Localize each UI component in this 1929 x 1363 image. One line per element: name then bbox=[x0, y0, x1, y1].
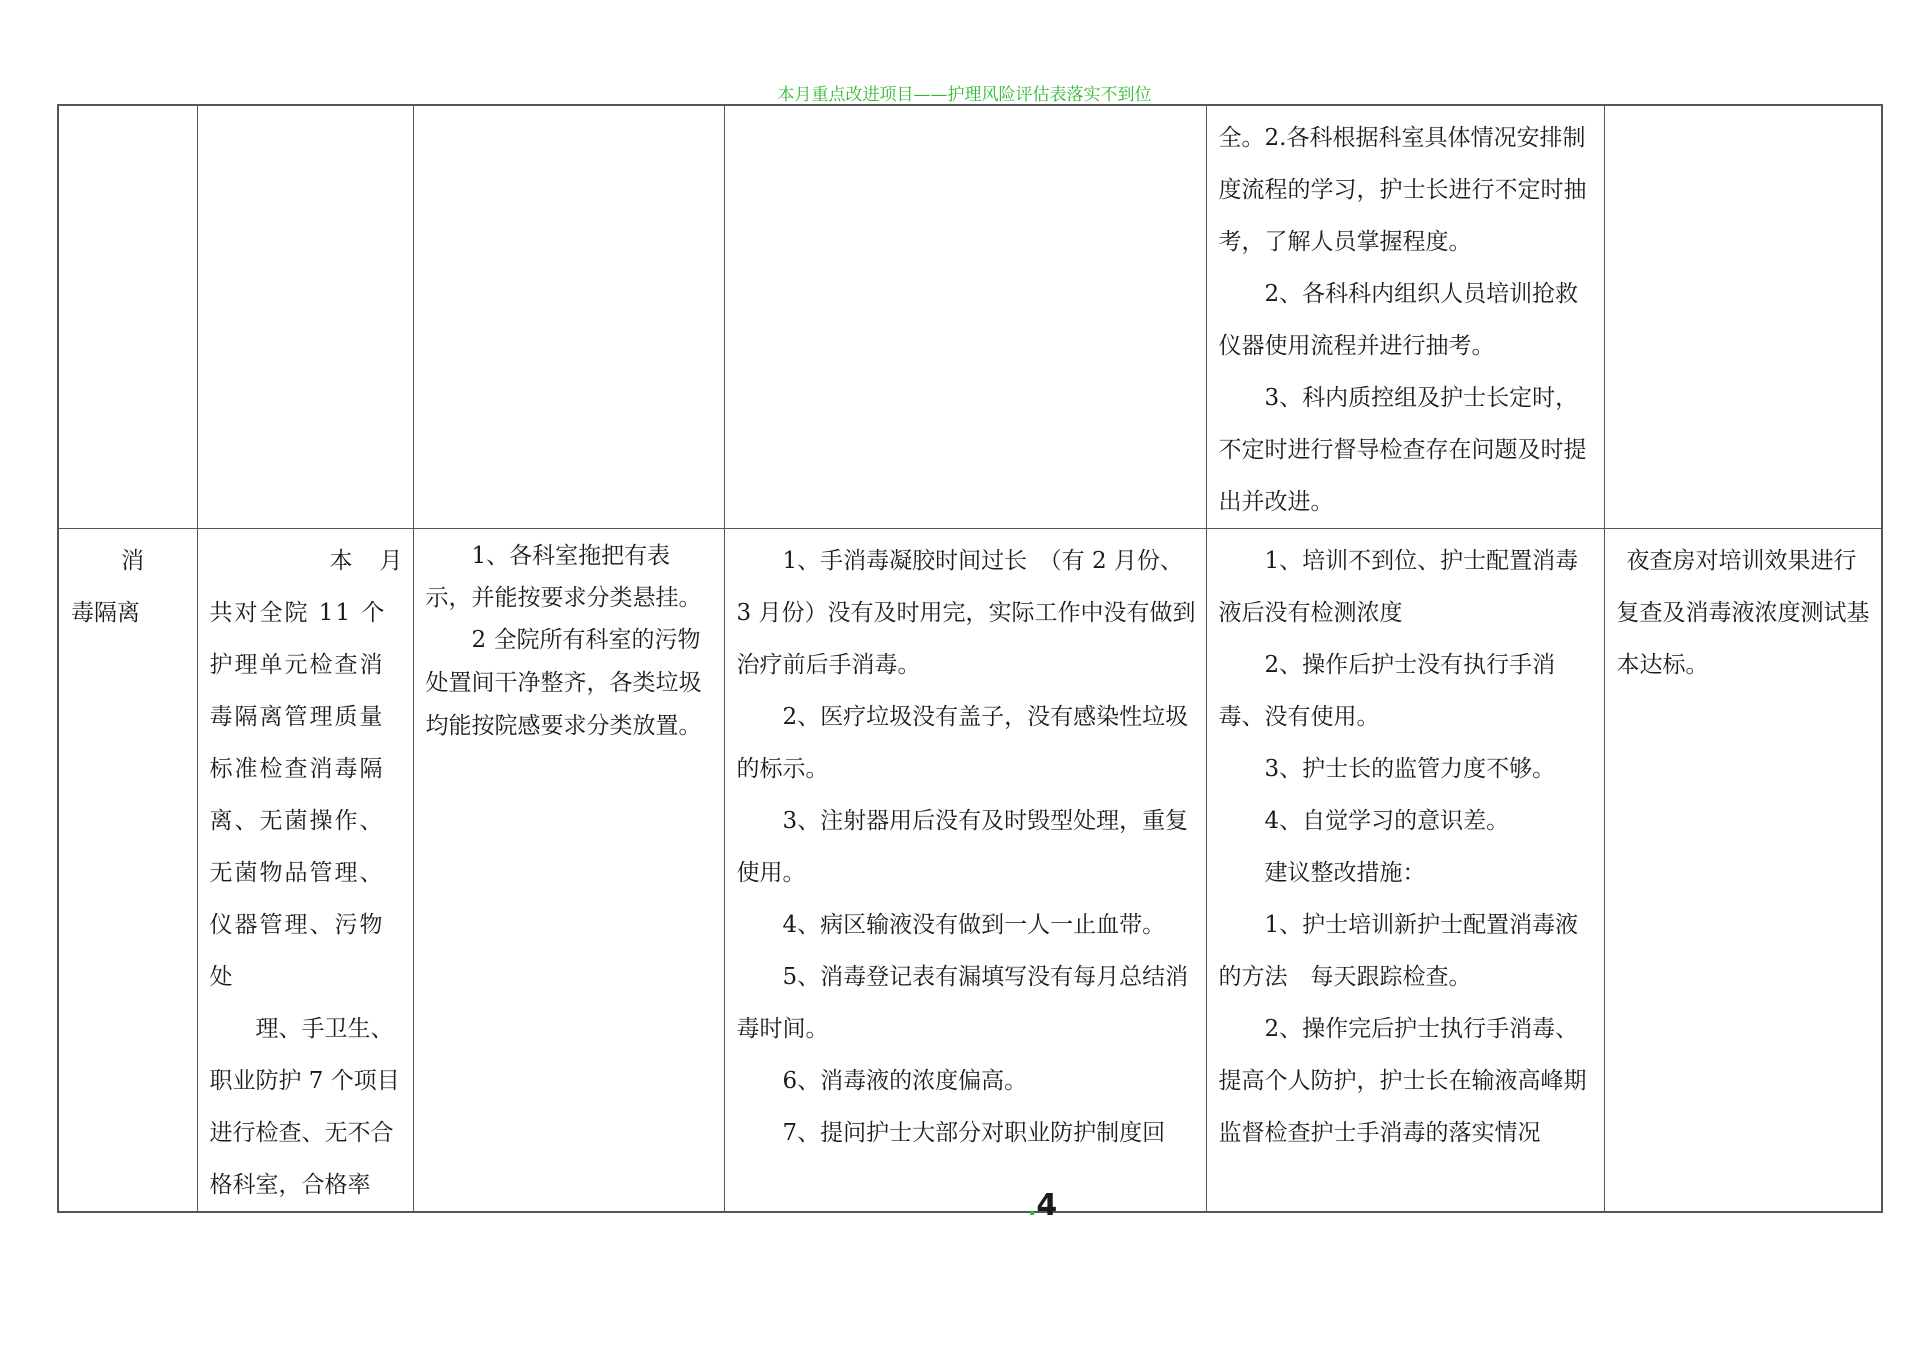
table-cell bbox=[413, 105, 724, 529]
inspection-summary-cell bbox=[197, 529, 413, 1213]
paragraph: 理、手卫生、职业防护 7 个项目进行检查、无不合格科室，合格率 bbox=[209, 1016, 400, 1198]
report-table bbox=[57, 104, 1883, 1213]
paragraph: 2、操作后护士没有执行手消毒、没有使用。 bbox=[1218, 652, 1556, 730]
footer-dot: . bbox=[1028, 1196, 1037, 1221]
category-label: 消 毒隔离 bbox=[71, 548, 167, 626]
table-cell bbox=[1604, 105, 1882, 529]
paragraph: 本 月共对全院 11 个护理单元检查消毒隔离管理质量标准检查消毒隔离、无菌操作、无菌物品管理、仪器管理、污物处 bbox=[209, 548, 405, 990]
paragraph: 3、护士长的监管力度不够。 bbox=[1264, 756, 1556, 782]
table-cell-measures bbox=[1206, 105, 1604, 529]
paragraph: 1、培训不到位、护士配置消毒液后没有检测浓度 bbox=[1218, 548, 1579, 626]
causes-measures-cell bbox=[1206, 529, 1604, 1213]
paragraph: 4、自觉学习的意识差。 bbox=[1264, 808, 1510, 834]
paragraph: 2、操作完后护士执行手消毒、提高个人防护，护士长在输液高峰期监督检查护士手消毒的落实情况 bbox=[1218, 1016, 1587, 1146]
table-row bbox=[58, 529, 1882, 1213]
table-cell bbox=[724, 105, 1206, 529]
paragraph: 2 全院所有科室的污物处置间干净整齐，各类垃圾均能按院感要求分类放置。 bbox=[425, 627, 702, 739]
category-cell bbox=[58, 529, 197, 1213]
paragraph: 1、各科室拖把有表示，并能按要求分类悬挂。 bbox=[425, 543, 702, 611]
paragraph: 建议整改措施： bbox=[1264, 860, 1426, 886]
paragraph: 1、手消毒凝胶时间过长 （有 2 月份、3 月份）没有及时用完，实际工作中没有做到治疗前后手消毒。 bbox=[736, 548, 1196, 678]
paragraph: 3、科内质控组及护士长定时，不定时进行督导检查存在问题及时提出并改进。 bbox=[1218, 385, 1587, 515]
page-number bbox=[1028, 1188, 1057, 1223]
problems-cell bbox=[724, 529, 1206, 1213]
paragraph: 2、医疗垃圾没有盖子，没有感染性垃圾的标示。 bbox=[736, 704, 1189, 782]
table-cell bbox=[197, 105, 413, 529]
paragraph: 1、护士培训新护士配置消毒液的方法 每天跟踪检查。 bbox=[1218, 912, 1579, 990]
paragraph: 夜查房对培训效果进行复查及消毒液浓度测试基本达标。 bbox=[1616, 548, 1870, 678]
paragraph: 7、提问护士大部分对职业防护制度回 bbox=[782, 1120, 1166, 1146]
strengths-cell bbox=[413, 529, 724, 1213]
paragraph: 5、消毒登记表有漏填写没有每月总结消毒时间。 bbox=[736, 964, 1189, 1042]
page-header-title: 本月重点改进项目——护理风险评估表落实不到位 bbox=[777, 85, 1152, 105]
table-row bbox=[58, 105, 1882, 529]
paragraph: 4、病区输液没有做到一人一止血带。 bbox=[782, 912, 1166, 938]
table-cell bbox=[58, 105, 197, 529]
paragraph: 6、消毒液的浓度偏高。 bbox=[782, 1068, 1028, 1094]
effect-evaluation-cell bbox=[1604, 529, 1882, 1213]
page-number-value: 4 bbox=[1036, 1188, 1058, 1223]
paragraph: 全。2.各科根据科室具体情况安排制度流程的学习，护士长进行不定时抽考，了解人员掌握程度。 bbox=[1218, 125, 1587, 255]
paragraph: 2、各科科内组织人员培训抢救仪器使用流程并进行抽考。 bbox=[1218, 281, 1579, 359]
paragraph: 3、注射器用后没有及时毁型处理，重复使用。 bbox=[736, 808, 1189, 886]
